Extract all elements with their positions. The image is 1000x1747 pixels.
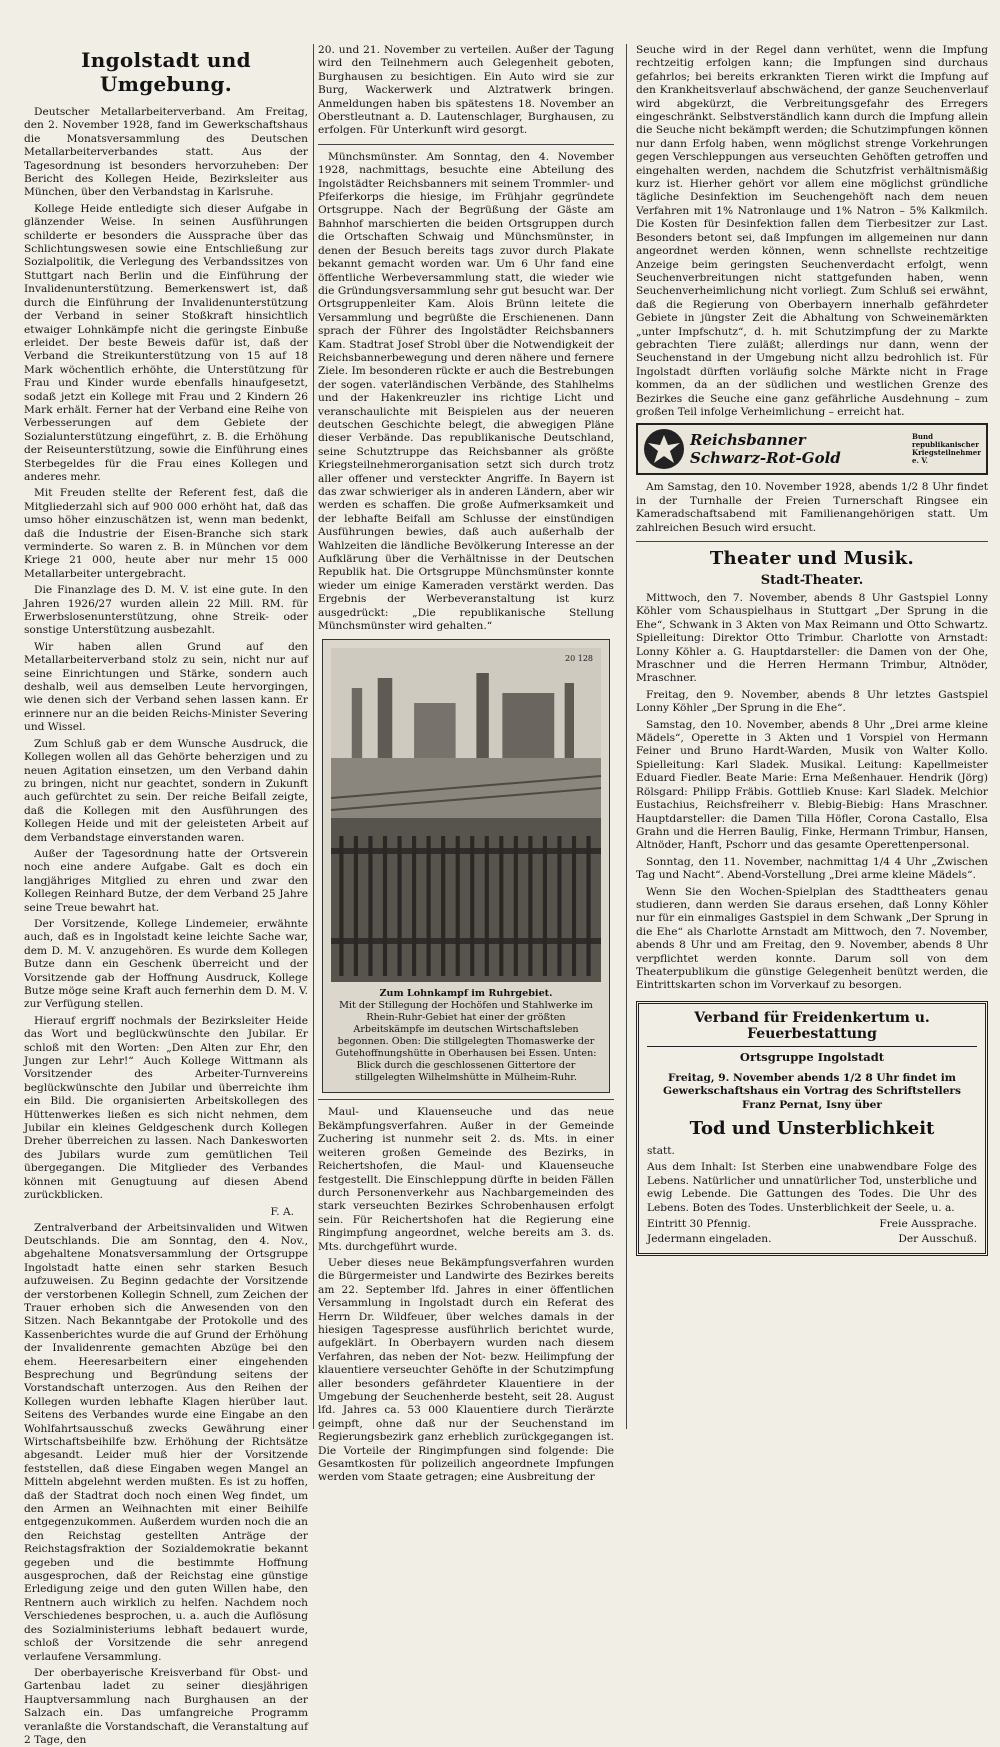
theater-notice: Wenn Sie den Wochen-Spielplan des Stadttheaters genau studieren, dann werden Sie daraus ersehen, daß Lonny Köhler nur für ein einmaliges Gastspiel in dem Schwank „Der Sprung in die Ehe“ als Charlotte Arnstadt am Mittwoch, den 7. November, abends 8 Uhr und am Freitag, den 9. November, abends 8 Uhr verpflichtet werden konnte. Darum soll von dem Theaterpublikum die günstige Gelegenheit benützt werden, die Eintrittskarten schon im Vorverkauf zu besorgen. <box>636 885 988 992</box>
caption-text: Mit der Stillegung der Hochöfen und Stahlwerke im Rhein-Ruhr-Gebiet hat einer der größten Arbeitskämpfe im deutschen Wirtschaftsleben begonnen. Oben: Die stillgelegten Thomaswerke der Gutehoffnungshütte in Oberhausen bei Essen. Unten: Blick durch die geschlossenen Gittertore der stillgelegten Wilhelmshütte in Mülheim-Ruhr. <box>335 1000 597 1084</box>
photo-image <box>331 648 601 982</box>
column-1 <box>24 44 308 1746</box>
theater-entry: Mittwoch, den 7. November, abends 8 Uhr Gastspiel Lonny Köhler vom Schauspielhaus in Stuttgart „Der Sprung in die Ehe“, Schwank in 3 Akten von Max Reimann und Otto Schwartz. Spielleitung: Direktor Otto Trimbur. Charlotte von Arnstadt: Lonny Köhler a. G. Hauptdarsteller: die Damen von der Ohe, Mraschner und die Herren Hermann Trimbur, Altnöder, Mraschner. <box>636 592 988 685</box>
theater-heading: Theater und Musik. <box>709 548 915 569</box>
divider <box>318 144 614 145</box>
advert-discussion: Freie Aussprache. <box>879 1218 977 1231</box>
industrial-plant-illustration <box>331 648 601 982</box>
photo-caption <box>335 988 597 1084</box>
paragraph: Mit Freuden stellte der Referent fest, daß die Mitgliederzahl sich auf 900 000 erhöht hat, daß das umso höher einzuschätzen ist, wenn man bedenkt, daß die Industrie der Eisen-Branche sich stark verminderte. So waren z. B. in München vor dem Kriege 21 000, heute aber nur mehr 15 000 Metallarbeiter untergebracht. <box>24 487 308 580</box>
banner-subtitle: Bund republikanischer Kriegsteilnehmer e. V. <box>912 432 981 466</box>
article-kreisverband: Der oberbayerische Kreisverband für Obst- und Gartenbau ladet zu seiner diesjährigen Hauptversammlung nach Burghausen an der Salzach ein. Das umfangreiche Programm veranlaßte die Vorstandschaft, die Veranstaltung auf 2 Tage, den <box>24 1666 308 1746</box>
signature: F. A. <box>270 1205 294 1218</box>
freidenker-advert <box>636 1001 988 1256</box>
reichsbanner-banner <box>636 423 988 475</box>
reichsbanner-notice: Am Samstag, den 10. November 1928, abends 1/2 8 Uhr findet in der Turnhalle der Freien Turnerschaft Ringsee ein Kameradschaftsabend mit Familienangehörigen statt. Um zahlreichen Besuch wird ersucht. <box>636 481 988 534</box>
advert-title: Tod und Unsterblichkeit <box>689 1118 935 1139</box>
advert-row <box>647 1233 977 1245</box>
paragraph: Hierauf ergriff nochmals der Bezirksleiter Heide das Wort und beglückwünschte den Jubilar. Er schloß mit den Worten: „Den Alten zur Ehr, den Jungen zur Lehr!“ Auch Kollege Wittmann als Vorsitzender des Arbeiter-Turnvereins beglückwünschte den Jubilar und überreichte ihm ein Bild. Die organisierten Arbeitskollegen des Hüttenwerkes ließen es sich nicht nehmen, dem Jubilar ein kleines Geldgeschenk durch Kollegen Dreher überreichen zu lassen. Nach Dankesworten des Jubilars wurde zum gemütlichen Teil übergegangen. Die Mitglieder des Verbandes können mit Genugtuung auf diesen Abend zurückblicken. <box>24 1014 308 1202</box>
paragraph: Ueber dieses neue Bekämpfungsverfahren wurden die Bürgermeister und Landwirte des Bezirkes bereits am 22. September lfd. Jahres in einer öffentlichen Versammlung in Ingolstadt durch ein Referat des Herrn Dr. Wildfeuer, über welches damals in der hiesigen Tagespresse ausführlich berichtet wurde, aufgeklärt. In Oberbayern wurden nach diesem Verfahren, das neben der Not- bezw. Heilimpfung der klauentiere verseuchter Gehöfte in der Schutzimpfung aller besonders gefährdeter Klauentiere in der Umgebung der Seuchenherde besteht, seit 28. August lfd. Jahres ca. 53 000 Klauentiere durch Tierärzte geimpft, ohne daß nur der Seuchenstand im Regierungsbezirk ganz erheblich zurückgegangen ist. Die Vorteile der Ringimpfungen sind folgende: Die Gesamtkosten für polizeilich angeordnete Impfungen werden vom Staate getragen; eine Ausbreitung der <box>318 1256 614 1484</box>
article-maulseuche: Maul- und Klauenseuche und das neue Bekämpfungsverfahren. Außer in der Gemeinde Zuchering ist nunmehr seit 2. ds. Mts. in einer weiteren großen Gemeinde des Bezirks, in Reichertshofen, die Maul- und Klauenseuche festgestellt. Die Einschleppung dürfte in beiden Fällen durch Personenverkehr aus Nachbargemeinden des stark verseuchten Bezirkes Schrobenhausen erfolgt sein. Für Reichertshofen hat die Regierung eine Ringimpfung angeordnet, welche bereits am 3. ds. Mts. durchgeführt wurde. <box>318 1106 614 1253</box>
paragraph: Außer der Tagesordnung hatte der Ortsverein noch eine andere Aufgabe. Galt es doch ein langjähriges Mitglied zu ehren und zwar den Kollegen Reinhard Butze, der dem Verband 25 Jahre seine Treue bewahrt hat. <box>24 847 308 914</box>
caption-title: Zum Lohnkampf im Ruhrgebiet. <box>379 988 553 1000</box>
paragraph: Die Finanzlage des D. M. V. ist eine gute. In den Jahren 1926/27 wurden allein 22 Mill. RM. für Erwerbslosenunterstützung, ohne Streik- oder sonstige Unterstützung ausbezahlt. <box>24 584 308 637</box>
banner-title-line: Schwarz-Rot-Gold <box>690 449 841 468</box>
column-2 <box>318 44 614 1484</box>
divider <box>318 1099 614 1100</box>
article-muenchsmuenster: Münchsmünster. Am Sonntag, den 4. November 1928, nachmittags, besuchte eine Abteilung des Ingolstädter Reichsbanners mit seinem Trommler- und Pfeiferkorps die hiesige, im Frühjahr gegründete Ortsgruppe. Nach der Begrüßung der Gäste am Bahnhof marschierten die beiden Ortsgruppen durch die Ortschaften Schwaig und Münchsmünster, in denen der Besuch bereits tags zuvor durch Plakate bekannt gemacht worden war. Um 6 Uhr fand eine öffentliche Werbeversammlung statt, die wieder wie die Gründungsversammlung sehr gut besucht war. Der Ortsgruppenleiter Kam. Alois Brünn leitete die Versammlung und begrüßte die Erschienenen. Dann sprach der Führer des Ingolstädter Reichsbanners Kam. Stadtrat Josef Strobl über die Notwendigkeit der Reichsbannerbewegung und deren nähere und fernere Ziele. Im besonderen rückte er auch die Bestrebungen der sogen. vaterländischen Verbände, des Stahlhelms und der Hakenkreuzler ins richtige Licht und veranschaulichte mit Beispielen aus der neueren deutschen Geschichte belegt, die abwegigen Pläne dieser Verbände. Das republikanische Deutschland, seine Schutztruppe das Reichsbanner als größte Kriegsteilnehmerorganisation setzt sich durch trotz aller offener und versteckter Angriffe. In Bayern ist das zwar schwieriger als in anderen Ländern, aber wir werden es schaffen. Die große Aufmerksamkeit und der lebhafte Beifall am Schlusse der einstündigen Ausführungen bewies, daß auch außerhalb der Wahlzeiten die ländliche Bevölkerung Interesse an der Aufklärung über die Verhältnisse in der Deutschen Republik hat. Die Ortsgruppe Münchsmünster konnte wieder um einige Kameraden verstärkt werden. Das Ergebnis der Werbeveranstaltung ist kurz ausgedrückt: „Die republikanische Stellung Münchsmünster wird gehalten.“ <box>318 150 614 633</box>
theater-entry: Samstag, den 10. November, abends 8 Uhr „Drei arme kleine Mädels“, Operette in 3 Akten und 1 Vorspiel von Hermann Feiner und Bruno Hardt-Warden, Musik von Walter Kollo. Spielleitung: Karl Sladek. Musikal. Leitung: Kapellmeister Eduard Fiedler. Beate Marie: Erna Meßenhauer. Hendrik (Jörg) Rölsgard: Philipp Fräbis. Gottlieb Knuse: Karl Sladek. Melchior Eustachius, Reichsfreiherr v. Blebig-Biebig: Hans Mraschner. Hauptdarsteller: die Damen Tilla Höfler, Corona Castallo, Elsa Grahn und die Herren Baulig, Finke, Hermann Trimbur, Hansen, Altnöder, Hanft, Pschorr und das gesamte Operettenpersonal. <box>636 718 988 852</box>
column-rule <box>313 44 314 1429</box>
advert-signature: Der Ausschuß. <box>898 1233 977 1246</box>
advert-subheading: Ortsgruppe Ingolstadt <box>739 1049 885 1064</box>
eagle-icon <box>642 427 686 471</box>
advert-entry-fee: Eintritt 30 Pfennig. <box>647 1218 751 1231</box>
theater-entry: Freitag, den 9. November, abends 8 Uhr letztes Gastspiel Lonny Köhler „Der Sprung in die Ehe“. <box>636 688 988 715</box>
banner-title <box>690 431 912 467</box>
column-3 <box>636 44 988 1431</box>
advert-statt: statt. <box>647 1145 675 1157</box>
divider <box>636 541 988 542</box>
paragraph: Seuche wird in der Regel dann verhütet, wenn die Impfung rechtzeitig erfolgen kann; die Impfungen sind durchaus gefahrlos; bei bereits erkrankten Tieren wirkt die Impfung auf den Krankheitsverlauf abschwächend, der ganze Seuchenverlauf wird abgekürzt, die Verbreitungsgefahr des Erregers eingeschränkt. Selbstverständlich kann durch die Impfung allein die Seuche nicht bekämpft werden; die Schutzimpfungen können nur dann Erfolg haben, wenn möglichst strenge Vorkehrungen gegen Verschleppungen aus verseuchten Gehöften getroffen und eingehalten werden, nachdem die Schutzfrist verhältnismäßig kurz ist. Hierher gehört vor allem eine möglichst gründliche tägliche Desinfektion im Seuchengehöft nach dem neuen Verfahren mit 1% Natronlauge und 1% Natron – 5% Kalkmilch. Die Kosten für Desinfektion fallen dem Tierbesitzer zur Last. Besonders betont sei, daß Impfungen im allgemeinen nur dann angeordnet werden können, wenn schnellste rechtzeitige Anzeige beim geringsten Seuchenverdacht erfolgt, wenn Seuchenverbreitungen nicht stattgefunden haben, wenn Seuchenverheimlichung nicht vorliegt. Zum Schluß sei erwähnt, daß die Regierung von Oberbayern innerhalb gefährdeter Gebiete in jüngster Zeit die Abhaltung von Schweinemärkten „unter Impfschutz“, d. h. mit Schutzimpfung der zu Markte gebrachten Tiere zuläßt; allerdings nur dann, wenn der Seuchenstand in der Umgebung nicht allzu bedrohlich ist. Für Ingolstadt dürften vorläufig solche Märkte nicht in Frage kommen, da an der südlichen und westlichen Grenze des Bezirkes die Seuche eine ganz gefährliche Ausdehnung – zum großen Teil infolge Verheimlichung – erreicht hat. <box>636 44 988 418</box>
paragraph: Wir haben allen Grund auf den Metallarbeiterverband stolz zu sein, nicht nur auf seine Einrichtungen und Stärke, sondern auch deshalb, weil aus demselben Leute hervorgingen, wie denen sich der Verband sehen lassen kann. Er erinnere nur an die beiden Reichs-Minister Severing und Wissel. <box>24 640 308 734</box>
photo-number: 20 128 <box>565 654 593 664</box>
advert-row <box>647 1218 977 1230</box>
column-rule <box>626 44 627 1429</box>
article-zentralverband: Zentralverband der Arbeitsinvaliden und Witwen Deutschlands. Die am Sonntag, den 4. Nov., abgehaltene Monatsversammlung der Ortsgruppe Ingolstadt hatte einen sehr starken Besuch aufzuweisen. Zu Beginn gedachte der Vorsitzende der verstorbenen Kollegin Schnell, zum Zeichen der Trauer erhoben sich die Anwesenden von den Sitzen. Nach Bekanntgabe der Protokolle und des Kassenberichtes wurde die auf Grund der Erhöhung der Invalidenrente gemachten Abzüge bei den ehem. Heeresarbeitern einer eingehenden Besprechung und Begründung seitens der Vorstandschaft unterzogen. Aus den Reihen der Kollegen wurden lebhafte Klagen hierüber laut. Seitens des Verbandes wurde eine Eingabe an den Wohlfahrtsausschuß zwecks Gewährung einer Wirtschaftsbeihilfe bzw. Erhöhung der Richtsätze abgesandt. Leider muß hier der Vorsitzende feststellen, daß diese Eingaben wegen Mangel an Mitteln abgelehnt werden mußten. Es ist zu hoffen, daß der Stadtrat doch noch einen Weg findet, um den Armen an Weihnachten mit einer Beihilfe entgegenzukommen. Außerdem wurden noch die an den Reichstag gestellten Anträge der Reichstagsfraktion der Sozialdemokratie bekannt gegeben und die bestimmte Hoffnung ausgesprochen, daß der Reichstag eine günstige Erledigung zeige und den guten Willen habe, den Rentnern auch wirklich zu helfen. Nachdem noch Verschiedenes besprochen, u. a. auch die Auflösung des Sozialministeriums lebhaft bedauert wurde, schloß der Vorsitzende die sehr anregend verlaufene Versammlung. <box>24 1221 308 1663</box>
paragraph: Der Vorsitzende, Kollege Lindemeier, erwähnte auch, daß es in Ingolstadt keine leichte Sache war, dem D. M. V. anzugehören. Es wurde dem Kollegen Butze dann ein Geschenk überreicht und der Vorsitzende gab der Hoffnung Ausdruck, Kollege Butze möge seine Kraft auch fernerhin dem D. M. V. zur Verfügung stellen. <box>24 917 308 1011</box>
article-metallarbeiter: Deutscher Metallarbeiterverband. Am Freitag, den 2. November 1928, fand im Gewerkschaftshaus die Monatsversammlung des Deutschen Metallarbeiterverbandes statt. Aus der Tagesordnung ist besonders hervorzuheben: Der Bericht des Kollegen Heide, Bezirksleiter aus München, über den Verbandstag in Karlsruhe. <box>24 106 308 199</box>
theater-entry: Sonntag, den 11. November, nachmittag 1/4 4 Uhr „Zwischen Tag und Nacht“. Abend-Vorstellung „Drei arme kleine Mädels“. <box>636 855 988 882</box>
paragraph: Kollege Heide entledigte sich dieser Aufgabe in glänzender Weise. In seinen Ausführungen schilderte er besonders die Aussprache über das Schlichtungswesen sowie eine Entschließung zur Sozialpolitik, die Verlegung des Verbandssitzes von Stuttgart nach Berlin und die Einführung der Invalidenunterstützung. Bemerkenswert ist, daß durch die Einführung der Invalidenunterstützung der Verband in seiner Stoßkraft hinsichtlich etwaiger Lohnkämpfe nicht die geringste Einbuße erleidet. Der beste Beweis dafür ist, daß der Verband die Streikunterstützung von 15 auf 18 Mark wöchentlich erhöhte, die Unterstützung für Frau und Kinder wurde ebenfalls hinaufgesetzt, sodaß jetzt ein Kollege mit Frau und 2 Kindern 26 Mark erhält. Ferner hat der Verband eine Reihe von Verbesserungen auf dem Gebiete der Sozialunterstützung eingeführt, z. B. die Erhöhung der Reiseunterstützung, sowie die Einführung eines Sterbegeldes für die Frau eines Kollegen und anderes mehr. <box>24 202 308 483</box>
paragraph: 20. und 21. November zu verteilen. Außer der Tagung wird den Teilnehmern auch Gelegenheit geboten, Burghausen zu besichtigen. Ein Auto wird sie zur Burg, Wackerwerk und Alztratwerk bringen. Anmeldungen haben bis spätestens 18. November an Oberstleutnant a. D. Lautenschlager, Burghausen, zu erfolgen. Für Unterkunft wird gesorgt. <box>318 44 614 137</box>
theater-subheading: Stadt-Theater. <box>760 573 864 588</box>
advert-invitation: Jedermann eingeladen. <box>647 1233 772 1246</box>
advert-heading: Verband für Freidenkertum u. Feuerbestattung <box>647 1010 977 1047</box>
advert-text: Freitag, 9. November abends 1/2 8 Uhr findet im Gewerkschaftshaus ein Vortrag des Schriftstellers Franz Pernat, Isny über <box>663 1071 961 1111</box>
advert-inhalt: Aus dem Inhalt: Ist Sterben eine unabwendbare Folge des Lebens. Natürlicher und unnatürlicher Tod, unsterbliche und ewig Lebende. Die Gattungen des Todes. Die Uhr des Lebens. Boten des Todes. Unsterblichkeit der Seele, u. a. <box>647 1161 977 1214</box>
banner-title-line: Reichsbanner <box>690 431 806 450</box>
paragraph: Zum Schluß gab er dem Wunsche Ausdruck, die Kollegen wollen all das Gehörte beherzigen und zu neuen Agitation einsetzen, um den Verband dahin zu bringen, nicht nur geachtet, sondern in Zukunft auch gefürchtet zu sein. Der reiche Beifall zeigte, daß die Kollegen mit den Ausführungen des Kollegen Heide und mit der geleisteten Arbeit auf dem Verbandstage einverstanden waren. <box>24 737 308 844</box>
section-heading: Ingolstadt und Umgebung. <box>81 48 251 96</box>
news-photo <box>322 639 610 1093</box>
